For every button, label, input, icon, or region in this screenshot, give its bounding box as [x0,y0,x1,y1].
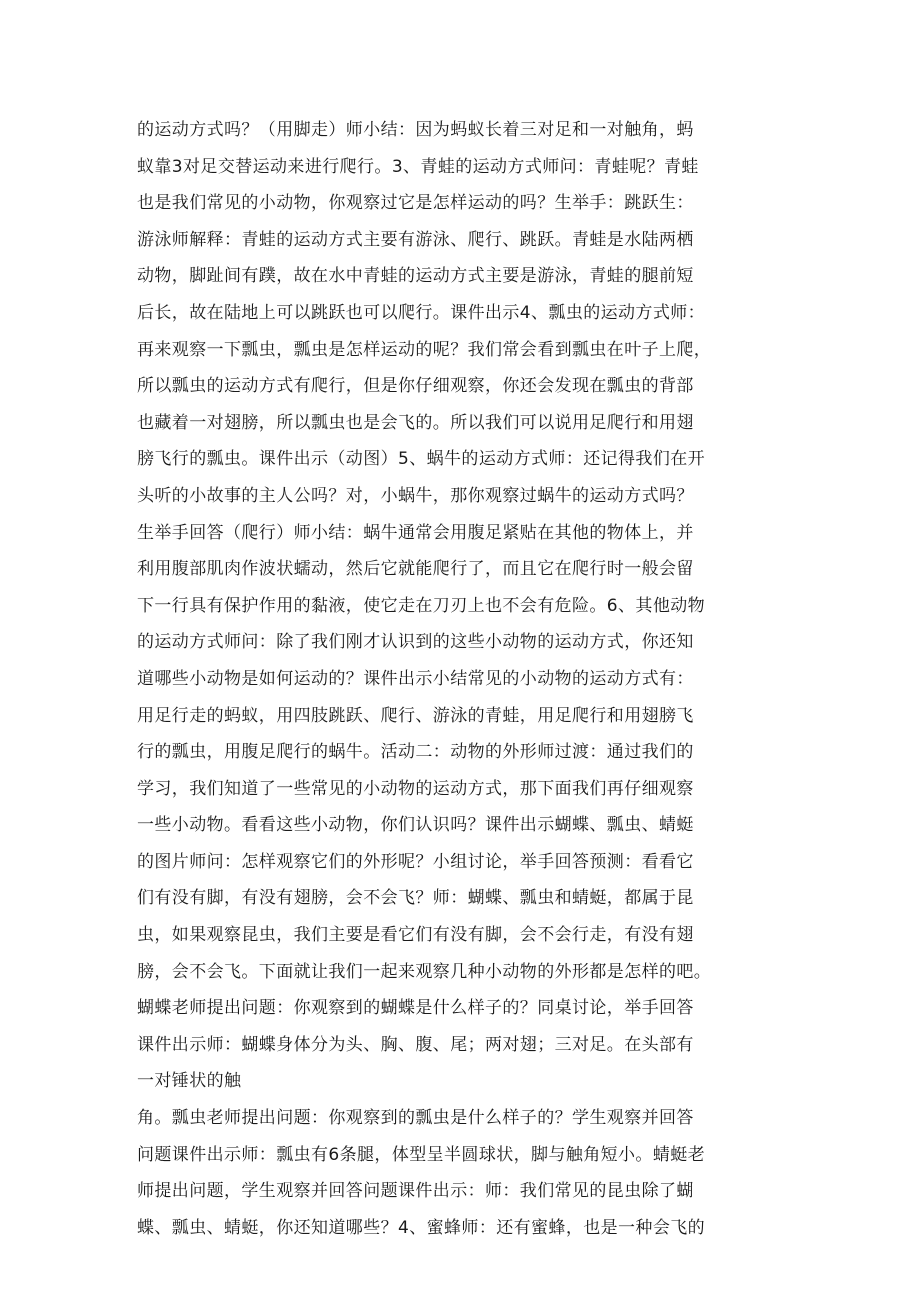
text-line: 所以瓢虫的运动方式有爬行，但是你仔细观察，你还会发现在瓢虫的背部 [137,376,694,397]
text-line: 的运动方式师问：除了我们刚才认识到的这些小动物的运动方式，你还知 [137,632,694,653]
text-line: 师提出问题，学生观察并回答问题课件出示：师：我们常见的昆虫除了蝴 [137,1181,694,1202]
text-line: 利用腹部肌肉作波状蠕动，然后它就能爬行了，而且它在爬行时一般会留 [137,559,694,580]
text-line: 膀飞行的瓢虫。课件出示（动图）5、蜗牛的运动方式师：还记得我们在开 [137,449,706,470]
text-line: 游泳师解释：青蛙的运动方式主要有游泳、爬行、跳跃。青蛙是水陆两栖 [137,229,694,250]
text-line: 行的瓢虫，用腹足爬行的蜗牛。活动二：动物的外形师过渡：通过我们的 [137,742,694,763]
text-line: 生举手回答（爬行）师小结：蜗牛通常会用腹足紧贴在其他的物体上，并 [137,522,694,543]
text-line: 虫，如果观察昆虫，我们主要是看它们有没有脚，会不会行走，有没有翅 [137,925,694,946]
text-line: 蚁靠3对足交替运动来进行爬行。3、青蛙的运动方式师问：青蛙呢？青蛙 [137,156,699,177]
text-line: 再来观察一下瓢虫，瓢虫是怎样运动的呢？我们常会看到瓢虫在叶子上爬， [137,339,712,360]
text-line: 们有没有脚，有没有翅膀，会不会飞？师：蝴蝶、瓢虫和蜻蜓，都属于昆 [137,888,694,909]
text-line: 一对锤状的触 [137,1071,242,1092]
text-line: 也是我们常见的小动物，你观察过它是怎样运动的吗？生举手：跳跃生： [137,193,694,214]
text-line: 后长，故在陆地上可以跳跃也可以爬行。课件出示4、瓢虫的运动方式师： [137,302,706,323]
text-line: 蝴蝶老师提出问题：你观察到的蝴蝶是什么样子的？同桌讨论，举手回答 [137,998,694,1019]
text-line: 道哪些小动物是如何运动的？课件出示小结常见的小动物的运动方式有： [137,668,694,689]
text-line: 学习，我们知道了一些常见的小动物的运动方式，那下面我们再仔细观察 [137,778,694,799]
text-line: 的图片师问：怎样观察它们的外形呢？小组讨论，举手回答预测：看看它 [137,851,694,872]
text-line: 头听的小故事的主人公吗？对，小蜗牛，那你观察过蜗牛的运动方式吗？ [137,485,694,506]
text-line: 的运动方式吗？（用脚走）师小结：因为蚂蚁长着三对足和一对触角，蚂 [137,120,694,140]
text-line: 一些小动物。看看这些小动物，你们认识吗？课件出示蝴蝶、瓢虫、蜻蜓 [137,815,694,836]
text-line: 蝶、瓢虫、蜻蜓，你还知道哪些？4、蜜蜂师：还有蜜蜂，也是一种会飞的 [137,1217,706,1238]
text-line: 也藏着一对翅膀，所以瓢虫也是会飞的。所以我们可以说用足爬行和用翅 [137,412,694,433]
text-line: 课件出示师：蝴蝶身体分为头、胸、腹、尾；两对翅；三对足。在头部有 [137,1034,694,1055]
body-text [137,112,797,1246]
text-line: 膀，会不会飞。下面就让我们一起来观察几种小动物的外形都是怎样的吧。 [137,961,712,982]
text-line: 问题课件出示师：瓢虫有6条腿，体型呈半圆球状，脚与触角短小。蜻蜓老 [137,1144,706,1165]
text-line: 动物，脚趾间有蹼，故在水中青蛙的运动方式主要是游泳，青蛙的腿前短 [137,266,694,287]
text-line: 角。瓢虫老师提出问题：你观察到的瓢虫是什么样子的？学生观察并回答 [137,1108,694,1129]
text-line: 用足行走的蚂蚁，用四肢跳跃、爬行、游泳的青蛙，用足爬行和用翅膀飞 [137,705,694,726]
text-line: 下一行具有保护作用的黏液，使它走在刀刃上也不会有危险。6、其他动物 [137,595,706,616]
